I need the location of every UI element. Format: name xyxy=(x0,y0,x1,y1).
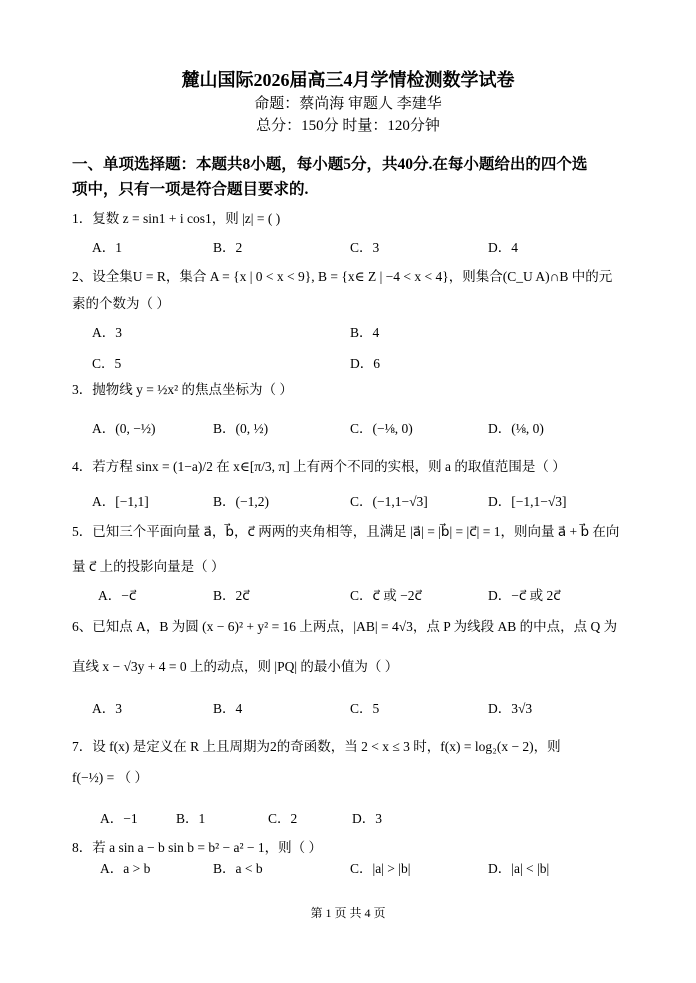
q2-stem-cont: 素的个数为（ ） xyxy=(72,296,170,311)
q5-option-c: C．c⃗ 或 −2c⃗ xyxy=(350,588,422,603)
score-time-line: 总分：150分 时量：120分钟 xyxy=(256,118,440,134)
q3-option-b: B．(0, ½) xyxy=(213,421,269,436)
q4-option-c: C．(−1,1−√3] xyxy=(350,494,428,509)
q5-option-a: A．−c⃗ xyxy=(98,588,137,603)
q5-option-b: B．2c⃗ xyxy=(213,588,250,603)
q5-stem-cont: 量 c⃗ 上的投影向量是（ ） xyxy=(72,559,225,574)
q3-stem: 3．抛物线 y = ½x² 的焦点坐标为（ ） xyxy=(72,382,293,397)
q2-stem: 2、设全集U = R，集合 A = {x | 0 < x < 9}, B = {x∈ Z | −4 < x < 4}，则集合(C_U A)∩B 中的元 xyxy=(72,269,613,284)
q2-option-d: D．6 xyxy=(350,356,380,371)
q1-stem: 1．复数 z = sin1 + i cos1，则 |z| = ( ) xyxy=(72,211,281,226)
q7-option-d: D．3 xyxy=(352,811,382,826)
q1-option-a: A．1 xyxy=(92,240,122,255)
q2-option-c: C．5 xyxy=(92,356,122,371)
q1-option-d: D．4 xyxy=(488,240,518,255)
q7-option-c: C．2 xyxy=(268,811,298,826)
q2-option-a: A．3 xyxy=(92,325,122,340)
q3-option-a: A．(0, −½) xyxy=(92,421,156,436)
q8-option-a: A．a > b xyxy=(100,861,151,876)
q8-option-d: D．|a| < |b| xyxy=(488,861,550,876)
q8-option-c: C．|a| > |b| xyxy=(350,861,411,876)
q8-stem: 8．若 a sin a − b sin b = b² − a² − 1，则（ ） xyxy=(72,840,323,855)
q6-option-a: A．3 xyxy=(92,701,122,716)
page-title: 麓山国际2026届高三4月学情检测数学试卷 xyxy=(181,70,515,90)
q6-stem: 6、已知点 A，B 为圆 (x − 6)² + y² = 16 上两点，|AB| = 4√3，点 P 为线段 AB 的中点，点 Q 为 xyxy=(72,619,618,634)
section-heading-line2: 项中，只有一项是符合题目要求的. xyxy=(72,181,309,198)
q5-option-d: D．−c⃗ 或 2c⃗ xyxy=(488,588,561,603)
authors-line: 命题：蔡尚海 审题人 李建华 xyxy=(254,96,442,112)
q6-option-b: B．4 xyxy=(213,701,243,716)
q4-stem: 4．若方程 sinx = (1−a)/2 在 x∈[π/3, π] 上有两个不同的实根，则 a 的取值范围是（ ） xyxy=(72,459,566,474)
q4-option-d: D．[−1,1−√3] xyxy=(488,494,567,509)
q4-option-a: A．[−1,1] xyxy=(92,494,149,509)
q3-option-c: C．(−⅛, 0) xyxy=(350,421,413,436)
q3-option-d: D．(⅛, 0) xyxy=(488,421,544,436)
q6-option-d: D．3√3 xyxy=(488,701,533,716)
q4-option-b: B．(−1,2) xyxy=(213,494,269,509)
q5-stem: 5．已知三个平面向量 a⃗，b⃗，c⃗ 两两的夹角相等，且满足 |a⃗| = |b⃗| = |c⃗| = 1，则向量 a⃗ + b⃗ 在向 xyxy=(72,524,620,539)
q2-option-b: B．4 xyxy=(350,325,380,340)
page-footer: 第 1 页 共 4 页 xyxy=(310,906,386,920)
q7-option-a: A．−1 xyxy=(100,811,138,826)
q7-stem: 7．设 f(x) 是定义在 R 上且周期为2的奇函数，当 2 < x ≤ 3 时，f(x) = log₂(x − 2)，则 xyxy=(72,739,561,754)
section-heading-line1: 一、单项选择题：本题共8小题，每小题5分，共40分.在每小题给出的四个选 xyxy=(72,156,588,173)
q7-stem-cont: f(−½) = （ ） xyxy=(72,770,148,785)
q7-option-b: B．1 xyxy=(176,811,206,826)
q6-option-c: C．5 xyxy=(350,701,380,716)
q8-option-b: B．a < b xyxy=(213,861,263,876)
q6-stem-cont: 直线 x − √3y + 4 = 0 上的动点，则 |PQ| 的最小值为（ ） xyxy=(72,659,399,674)
q1-option-b: B．2 xyxy=(213,240,243,255)
q1-option-c: C．3 xyxy=(350,240,380,255)
